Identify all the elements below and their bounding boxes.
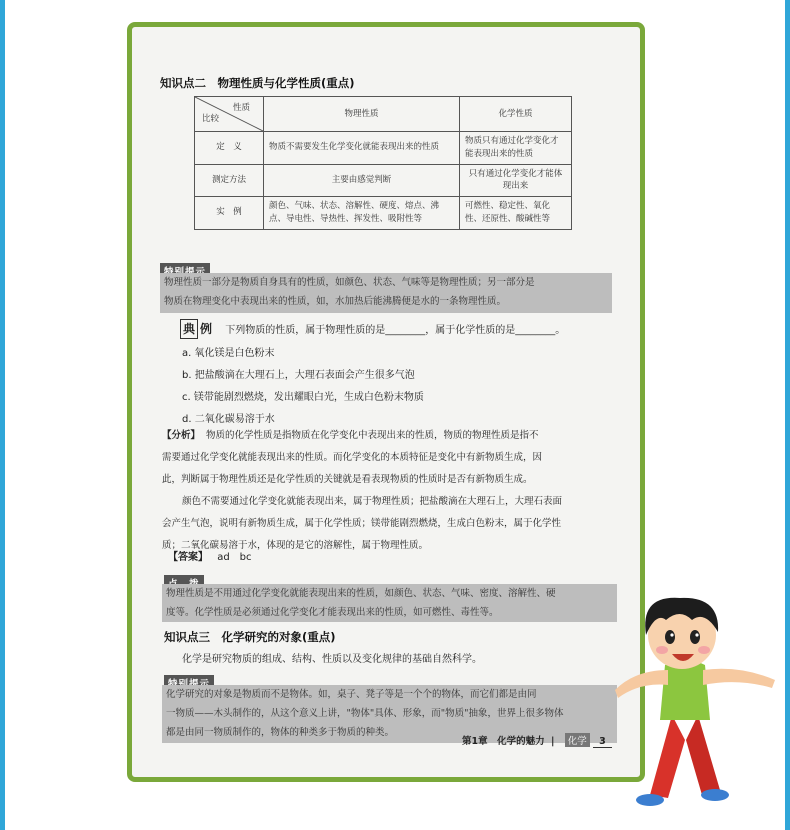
answer-tag: 【答案】 xyxy=(168,552,208,563)
tip2-line: 化学研究的对象是物质而不是物体。如，桌子、凳子等是一个个的物体，而它们都是由同 xyxy=(166,689,537,700)
table-cell: 可燃性、稳定性、氧化性、还原性、酸碱性等 xyxy=(459,197,571,230)
example-box-char: 典 xyxy=(180,319,198,339)
tip2-line: 一物质——木头制作的，从这个意义上讲，"物体"具体、形象，而"物质"抽象，世界上很多物体 xyxy=(166,708,564,719)
table-cell: 主要由感觉判断 xyxy=(264,164,460,197)
table-cell: 物质不需要发生化学变化就能表现出来的性质 xyxy=(264,132,460,165)
analysis-line: 颜色不需要通过化学变化就能表现出来，属于物理性质；把盐酸滴在大理石上，大理石表面 xyxy=(182,496,563,507)
row-label: 实 例 xyxy=(195,197,264,230)
answer-text: ad bc xyxy=(217,552,252,563)
corner-top: 性质 xyxy=(232,103,250,113)
analysis-line: 质；二氧化碳易溶于水，体现的是它的溶解性，属于物理性质。 xyxy=(162,540,429,551)
analysis-line: 此，判断属于物理性质还是化学性质的关键就是看表现物质的性质时是否有新物质生成。 xyxy=(162,474,533,485)
page-frame xyxy=(127,22,645,782)
analysis-tag: 【分析】 xyxy=(162,430,201,441)
col-header-physical: 物理性质 xyxy=(264,97,460,132)
tip2-line: 都是由同一物质制作的，物体的种类多于物质的种类。 xyxy=(166,727,395,738)
left-edge-stripe xyxy=(0,0,5,830)
example-question-text: 下列物质的性质，属于物理性质的是________，属于化学性质的是________。 xyxy=(225,325,566,336)
option-item: d. 二氧化碳易溶于水 xyxy=(182,414,275,425)
example-question xyxy=(180,319,565,340)
textbook-page xyxy=(132,27,640,777)
tip1-box xyxy=(160,273,612,313)
row-label: 测定方法 xyxy=(195,164,264,197)
section2-title: 知识点二 物理性质与化学性质(重点) xyxy=(160,76,355,90)
point-box xyxy=(162,584,617,622)
table-corner xyxy=(195,97,264,132)
option-item: c. 镁带能剧烈燃烧，发出耀眼白光，生成白色粉末物质 xyxy=(182,392,424,403)
col-header-chemical: 化学性质 xyxy=(459,97,571,132)
point-line: 度等。化学性质是必须通过化学变化才能表现出来的性质，如可燃性、毒性等。 xyxy=(166,607,499,618)
table-cell: 物质只有通过化学变化才能表现出来的性质 xyxy=(459,132,571,165)
cartoon-boy-illustration xyxy=(610,590,790,815)
footer-chapter: 第1章 化学的魅力 xyxy=(462,736,545,747)
row-label: 定 义 xyxy=(195,132,264,165)
property-table xyxy=(194,96,572,230)
example-options xyxy=(182,343,424,431)
example-label: 例 xyxy=(200,322,213,336)
table-cell: 颜色、气味、状态、溶解性、硬度、熔点、沸点、导电性、导热性、挥发性、吸附性等 xyxy=(264,197,460,230)
page-footer: 第1章 化学的魅力 | 化学 3 xyxy=(462,733,612,747)
table-cell: 只有通过化学变化才能体现出来 xyxy=(459,164,571,197)
point-line: 物理性质是不用通过化学变化就能表现出来的性质，如颜色、状态、气味、密度、溶解性、硬 xyxy=(166,588,556,599)
table-row xyxy=(195,132,572,165)
tip1-line: 物理性质一部分是物质自身具有的性质，如颜色、状态、气味等是物理性质；另一部分是 xyxy=(164,277,535,288)
page-number: 3 xyxy=(593,736,612,748)
analysis-line: 需要通过化学变化就能表现出来的性质。而化学变化的本质特征是变化中有新物质生成，因 xyxy=(162,452,543,463)
table-row xyxy=(195,197,572,230)
analysis-line: 物质的化学性质是指物质在化学变化中表现出来的性质，物质的物理性质是指不 xyxy=(206,430,539,441)
option-item: a. 氧化镁是白色粉末 xyxy=(182,348,275,359)
section3-title: 知识点三 化学研究的对象(重点) xyxy=(164,630,336,644)
section3-body: 化学是研究物质的组成、结构、性质以及变化规律的基础自然科学。 xyxy=(182,654,482,665)
corner-bottom: 比较 xyxy=(202,114,220,125)
answer-line xyxy=(168,549,252,567)
analysis-block xyxy=(162,425,617,557)
analysis-line: 会产生气泡，说明有新物质生成，属于化学性质；镁带能剧烈燃烧，生成白色粉末，属于化学性 xyxy=(162,518,562,529)
table-row xyxy=(195,164,572,197)
footer-subject: 化学 xyxy=(565,733,590,747)
tip1-line: 物质在物理变化中表现出来的性质，如，水加热后能沸腾便是水的一条物理性质。 xyxy=(164,296,507,307)
option-item: b. 把盐酸滴在大理石上，大理石表面会产生很多气泡 xyxy=(182,370,415,381)
